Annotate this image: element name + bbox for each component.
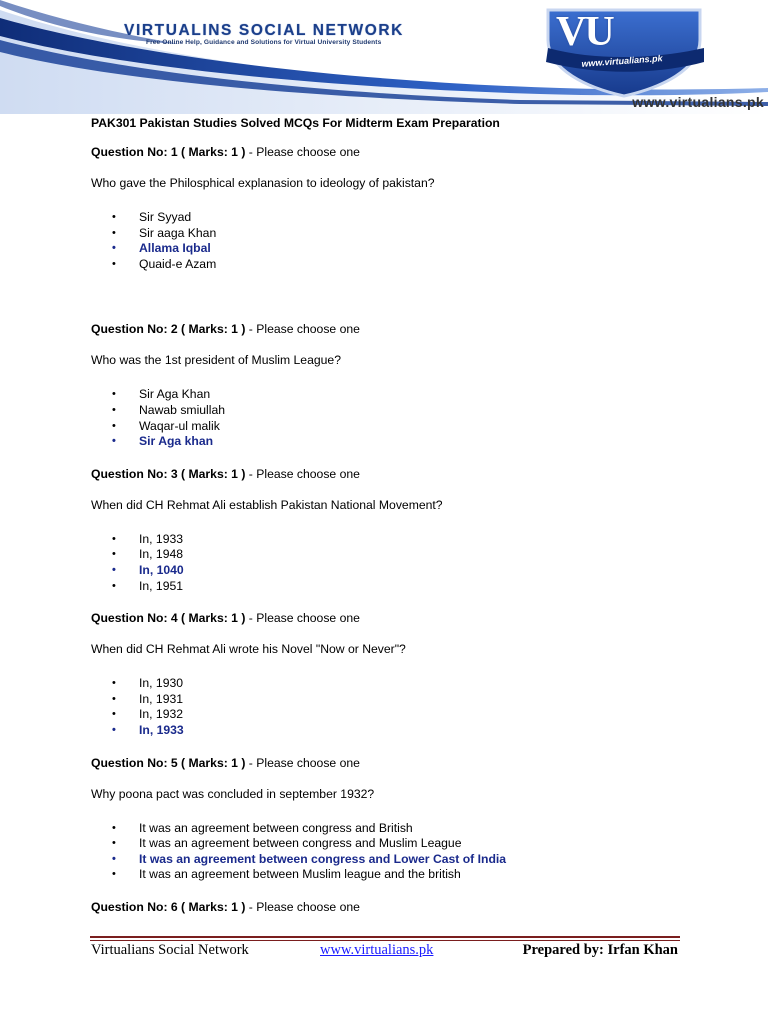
option-item: • Sir Aga Khan — [91, 387, 711, 403]
question-2-text: Who was the 1st president of Muslim League? — [91, 353, 341, 368]
question-label: Question No: 2 ( Marks: 1 ) — [91, 322, 246, 337]
brand-title: VIRTUALINS SOCIAL NETWORK — [124, 22, 404, 39]
option-item: • It was an agreement between congress and British — [91, 821, 711, 837]
question-instruction: - Please choose one — [245, 611, 360, 626]
question-3-text: When did CH Rehmat Ali establish Pakistan National Movement? — [91, 497, 443, 512]
question-instruction: - Please choose one — [245, 899, 360, 914]
document-title: PAK301 Pakistan Studies Solved MCQs For Midterm Exam Preparation — [91, 116, 500, 130]
page-footer — [90, 942, 680, 962]
question-5-heading — [91, 756, 711, 772]
question-5-text: Why poona pact was concluded in september 1932? — [91, 786, 375, 801]
option-item-correct: • Sir Aga khan — [91, 434, 711, 450]
option-item: • Sir aaga Khan — [91, 226, 711, 242]
vu-logo: VU — [556, 9, 613, 55]
option-item: • Quaid-e Azam — [91, 257, 711, 273]
footer-divider-thin — [90, 940, 680, 941]
question-instruction: - Please choose one — [245, 755, 360, 770]
question-6-heading — [91, 900, 711, 916]
footer-author: Prepared by: Irfan Khan — [522, 942, 678, 958]
question-instruction: - Please choose one — [245, 322, 360, 337]
shield-url: www.virtualians.pk — [581, 53, 663, 69]
option-item: • In, 1932 — [91, 707, 711, 723]
question-4-text: When did CH Rehmat Ali wrote his Novel "Now or Never"? — [91, 642, 406, 657]
footer-site-name: Virtualians Social Network — [91, 942, 249, 958]
option-item-correct: • In, 1040 — [91, 563, 711, 579]
question-label: Question No: 1 ( Marks: 1 ) — [91, 145, 246, 159]
question-label: Question No: 3 ( Marks: 1 ) — [91, 466, 246, 481]
question-label: Question No: 4 ( Marks: 1 ) — [91, 611, 246, 626]
option-item: • In, 1930 — [91, 676, 711, 692]
question-2-options — [91, 387, 711, 449]
option-item: • Nawab smiullah — [91, 403, 711, 419]
question-4-heading — [91, 611, 711, 627]
question-4-options — [91, 676, 711, 738]
option-item: • Sir Syyad — [91, 210, 711, 226]
option-item: • In, 1951 — [91, 579, 711, 595]
footer-link[interactable]: www.virtualians.pk — [320, 942, 434, 958]
footer-divider — [90, 936, 680, 938]
option-item-correct: • It was an agreement between congress and Lower Cast of India — [91, 852, 711, 868]
option-item: • It was an agreement between Muslim league and the british — [91, 867, 711, 883]
option-item: • In, 1933 — [91, 532, 711, 548]
option-item-correct: • Allama Iqbal — [91, 241, 711, 257]
document-body — [91, 116, 711, 916]
question-5-options — [91, 821, 711, 883]
question-instruction: - Please choose one — [245, 145, 360, 159]
question-instruction: - Please choose one — [245, 466, 360, 481]
question-1-heading — [91, 145, 711, 161]
question-1-text: Who gave the Philosphical explanasion to ideology of pakistan? — [91, 176, 435, 190]
question-label: Question No: 6 ( Marks: 1 ) — [91, 899, 246, 914]
header-banner — [0, 0, 768, 114]
question-3-options — [91, 532, 711, 594]
option-item: • It was an agreement between congress and Muslim League — [91, 836, 711, 852]
question-2-heading — [91, 322, 711, 338]
option-item: • Waqar-ul malik — [91, 419, 711, 435]
question-3-heading — [91, 467, 711, 483]
option-item-correct: • In, 1933 — [91, 723, 711, 739]
header-site-url[interactable]: www.virtualians.pk — [632, 94, 764, 110]
option-item: • In, 1931 — [91, 692, 711, 708]
question-1-options — [91, 210, 711, 272]
option-item: • In, 1948 — [91, 547, 711, 563]
brand-tagline: Free Online Help, Guidance and Solutions for Virtual University Students — [146, 39, 382, 46]
question-label: Question No: 5 ( Marks: 1 ) — [91, 755, 246, 770]
